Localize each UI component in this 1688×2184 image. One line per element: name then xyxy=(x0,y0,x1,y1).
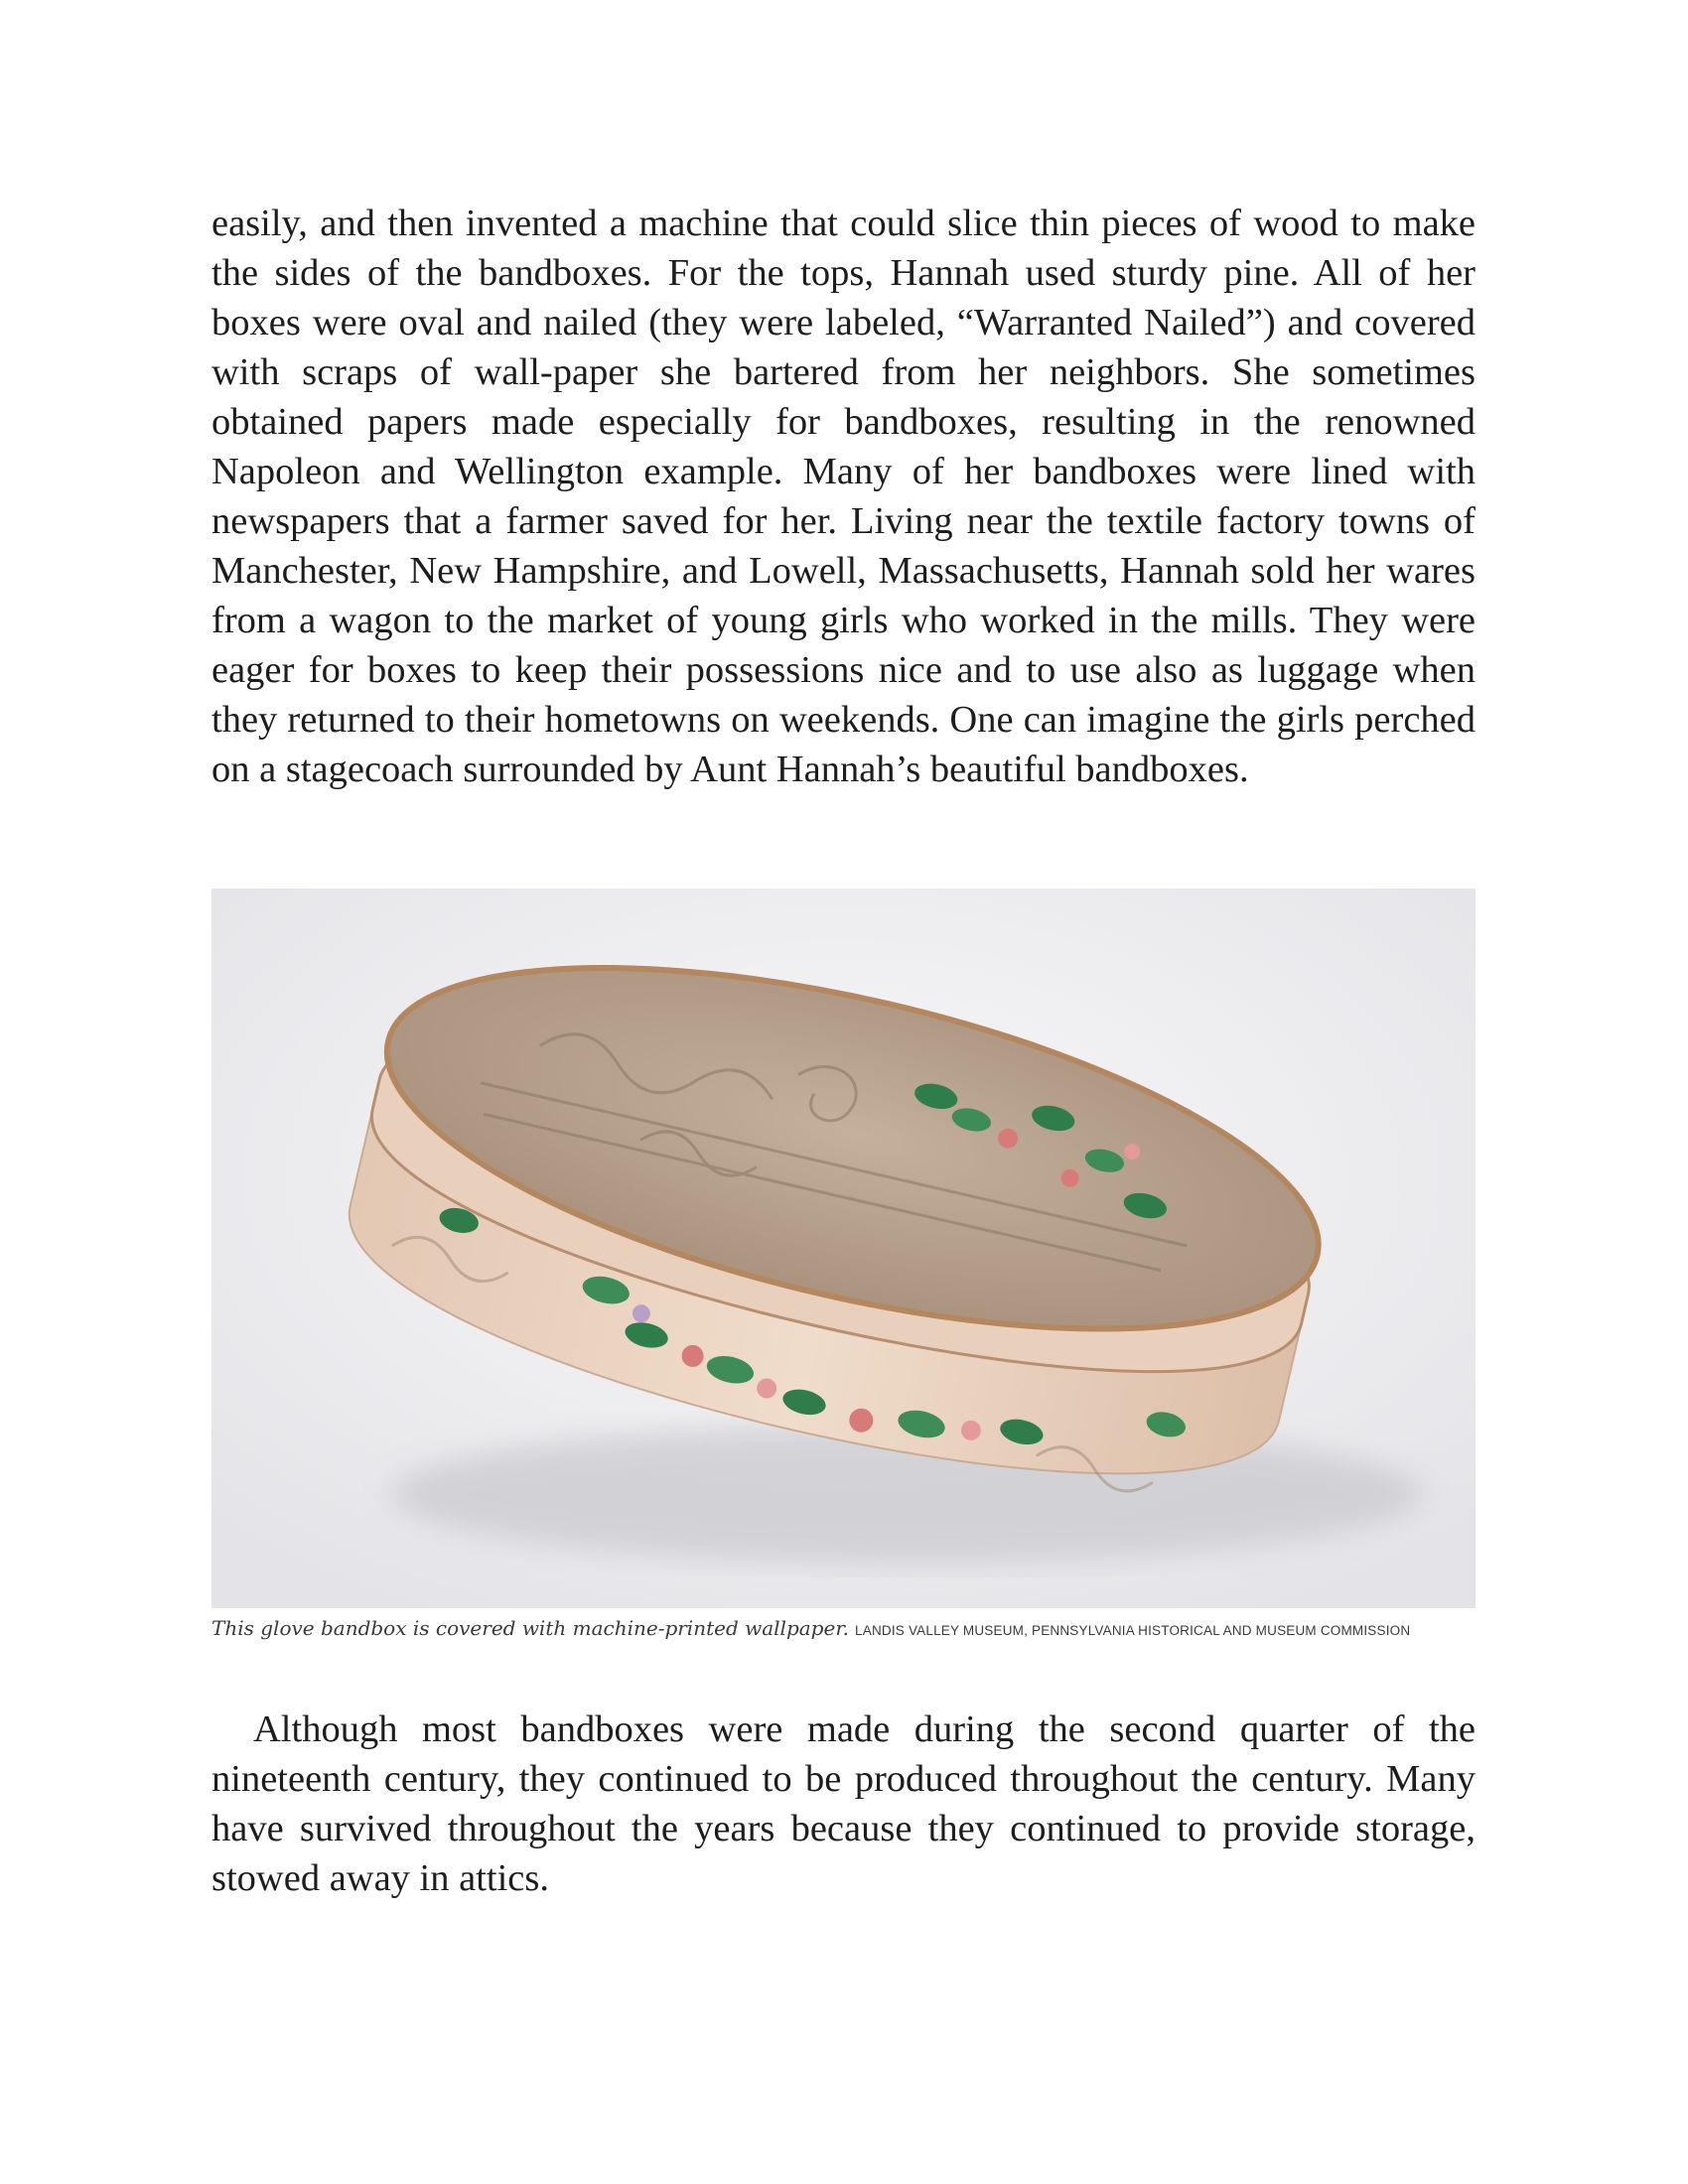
bandbox-photo xyxy=(211,888,1476,1608)
figure-caption xyxy=(211,1616,1502,1641)
caption-text: This glove bandbox is covered with machine-printed wallpaper. xyxy=(211,1616,850,1640)
caption-credit: LANDIS VALLEY MUSEUM, PENNSYLVANIA HISTORICAL AND MUSEUM COMMISSION xyxy=(855,1623,1411,1638)
body-paragraph-1: easily, and then invented a machine that could slice thin pieces of wood to make the sides of the bandboxes. For the tops, Hannah used sturdy pine. All of her boxes were oval and nailed (they were labeled, “Warranted Nailed”) and covered with scraps of wall-paper she bartered from her neighbors. She sometimes obtained papers made especially for bandboxes, resulting in the renowned Napoleon and Wellington example. Many of her bandboxes were lined with newspapers that a farmer saved for her. Living near the textile factory towns of Manchester, New Hampshire, and Lowell, Massachusetts, Hannah sold her wares from a wagon to the market of young girls who worked in the mills. They were eager for boxes to keep their possessions nice and to use also as luggage when they returned to their hometowns on weekends. One can imagine the girls perched on a stagecoach surrounded by Aunt Hannah’s beautiful bandboxes. xyxy=(211,203,1476,790)
body-paragraph-2: Although most bandboxes were made during the second quarter of the nineteenth century, they continued to be produced throughout the century. Many have survived throughout the years because they continued to provide storage, stowed away in attics. xyxy=(211,1708,1476,1899)
